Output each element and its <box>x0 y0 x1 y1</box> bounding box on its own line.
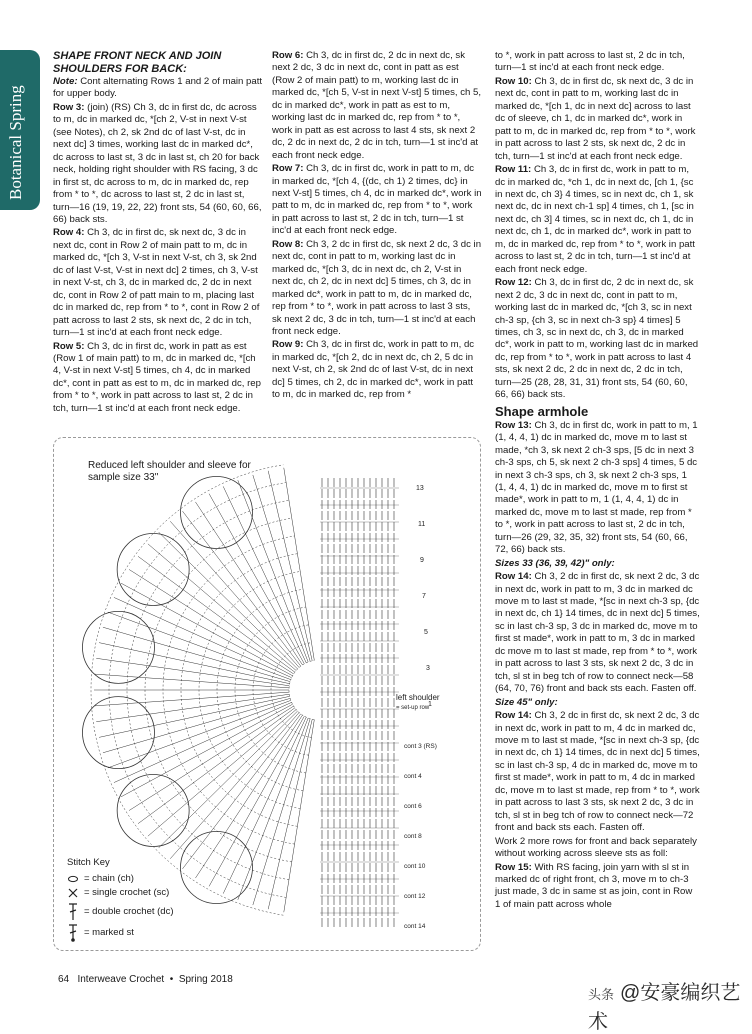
chain-icon <box>67 874 79 884</box>
shell-motif <box>181 832 253 904</box>
row-7: Row 7: Ch 3, dc in first dc, work in patt to m, dc in marked dc, *[ch 4, {(dc, ch 1) 2 times, dc} in next V-st] 5 times, ch 4, dc in marked dc*, work in patt to m, dc in marked dc, rep from * to *, work in patt across to last st, 2 dc in tch, turn—1 st inc'd at each front neck edge. <box>272 163 482 237</box>
row-label: 5 <box>424 629 428 636</box>
row-15: Row 15: With RS facing, join yarn with sl st in marked dc of right front, ch 3, move m to ch-3 just made, 3 dc in same st as join, cont in Row 1 of main patt across whole <box>495 861 693 910</box>
shell-motif <box>181 476 253 548</box>
row-10: Row 10: Ch 3, dc in first dc, sk next dc, 3 dc in next dc, cont in patt to m, working last dc in marked dc, *[ch 1, dc in next dc] across to last dc of sleeve, ch 1, dc in marked dc*, work in patt to m, dc in marked dc, rep from * to *, work in patt across to last 2 sts, sk next dc, 2 dc in tch, turn—1 st inc'd at each front neck edge. <box>495 75 696 162</box>
row-14-a: Row 14: Ch 3, 2 dc in first dc, sk next 2 dc, 3 dc in next dc, work in patt to m, 3 dc in marked dc move m to last st made, *[sc in next ch-3 sp, {dc in next dc, ch 1} 14 times, dc in next dc] 5 times, sc in last ch-3 sp, 3 dc in marked dc, move m to first st made*, work in patt to m, 3 dc in marked dc move m to last st made, rep from * to *, work in patt across to last 3 sts, sk next 2 dc, 3 dc in tch, sl st in beg tch of row to connect neck—58 (64, 70, 76) front and back sts each. Fasten off. <box>495 571 700 695</box>
sleeve-arc <box>289 660 314 719</box>
row-label: 1 <box>428 701 432 708</box>
key-chain: = chain (ch) <box>67 872 174 886</box>
row-label: 7 <box>422 593 426 600</box>
magazine-name: Interweave Crochet <box>77 974 165 985</box>
row-6: Row 6: Ch 3, dc in first dc, 2 dc in next dc, sk next 2 dc, 3 dc in next dc, cont in patt as est (Row 2 of main patt) to m, working last dc in marked dc, *[ch 5, V-st in next V-st] 5 times, ch 5, dc in marked dc*, work in patt as est to m, working last dc in marked dc, rep from * to *, work in patt as est across to last 4 sts, sk next 2 dc, 2 dc in next dc, 2 dc in tch, turn—1 st inc'd at each front neck edge. <box>272 50 482 161</box>
sleeve-spoke <box>108 612 291 679</box>
row-8: Row 8: Ch 3, 2 dc in first dc, sk next 2 dc, 3 dc in next dc, cont in patt to m, working last dc in marked dc, *[ch 3, dc in next dc, ch 2, V-st in next dc, ch 2, dc in next dc] 5 times, ch 3, dc in marked dc*, work in patt to m, dc in marked dc, rep from * to *, work in patt across to last 3 sts, sk next 2 dc, 3 dc in tch, turn—1 st inc'd at each front neck edge. <box>272 238 482 337</box>
row-12: Row 12: Ch 3, dc in first dc, 2 dc in next dc, sk next 2 dc, 3 dc in next dc, cont in patt to m, working last dc in marked dc, *[ch 3, sc in next ch-3 sp, {ch 3, sc in next ch-3 sp} 4 times] 5 times, ch 3, sc in next dc, ch 3, dc in marked dc*, work in patt to m, working last dc in marked dc, rep from * to *, work in patt across to last 4 sts, sk next 2 dc, 2 dc in next dc, 2 dc in tch, turn—25 (28, 28, 31, 31) front sts, 54 (60, 60, 66, 66) back sts. <box>495 277 699 401</box>
issue-name: Spring 2018 <box>178 974 233 985</box>
watermark-name: @安豪编织艺术 <box>588 982 741 1033</box>
sleeve-spoke <box>238 480 308 662</box>
cont-label: cont 14 <box>404 923 426 930</box>
row-label: 11 <box>418 521 426 528</box>
row-11: Row 11: Ch 3, dc in first dc, work in patt to m, dc in marked dc, *ch 1, dc in next dc, [ch 1, {sc in next dc, ch 3} 4 times, sc in next dc, ch 1, sk next dc, dc in next ch-1 sp] 4 times, ch 1, [sc in next dc, ch 3] 4 times, sc in next dc, ch 1, dc in next dc, ch 1, dc in marked dc*, work in patt to m, dc in marked dc, rep from * to *, work in patt across to last st, 2 dc in tch, turn—1 st inc'd at each front neck edge. <box>495 164 695 275</box>
sleeve-spoke <box>114 702 292 782</box>
watermark <box>588 976 752 1034</box>
row-14-b: Row 14: Ch 3, 2 dc in first dc, sk next 2 dc, 3 dc in next dc, work in patt to m, 4 dc in marked dc, move m to last st made, *[sc in next ch-3 sp, {dc in next dc, ch 1} 14 times, dc in next dc] 5 times, sc in last ch-3 sp, 4 dc in marked dc, move m to first st made*, work in patt to m, 4 dc in marked dc, move m to last st made, rep from * to *, work in patt across to last 3 sts, sk next 2 dc, 3 dc in tch, sl st in beg tch of row to connect neck—72 front and back sts each. Fasten off. <box>495 710 700 834</box>
sleeve-spoke <box>103 698 290 752</box>
single-crochet-icon <box>67 888 79 898</box>
row-label: 13 <box>416 485 424 492</box>
key-double-crochet: = double crochet (dc) <box>67 903 174 921</box>
stitch-key-title: Stitch Key <box>67 857 110 868</box>
chart-title: Reduced left shoulder and sleeve for sample size 33" <box>88 460 251 483</box>
key-single-crochet: = single crochet (sc) <box>67 886 174 900</box>
footer-bullet: • <box>169 974 174 985</box>
stitch-key <box>67 856 174 942</box>
cont-label: cont 8 <box>404 833 422 840</box>
double-crochet-icon <box>67 903 79 921</box>
cont-label: cont 6 <box>404 803 422 810</box>
sleeve-spoke <box>129 706 294 810</box>
sleeve-spoke <box>95 692 290 706</box>
shell-motif <box>117 774 189 846</box>
row-labels <box>396 485 440 930</box>
row-9-continued: to *, work in patt across to last st, 2 dc in tch, turn—1 st inc'd at each front neck edge. <box>495 50 685 74</box>
row-9: Row 9: Ch 3, dc in first dc, work in patt to m, dc in marked dc, *[ch 2, dc in next dc, ch 2, 5 dc in next V-st, ch 2, sk 2nd dc of last V-st, dc in next dc] 5 times, ch 2, dc in marked dc*, work in patt to m, dc in marked dc, rep from * <box>272 339 475 401</box>
sleeve-spoke <box>129 569 294 673</box>
shape-armhole-heading: Shape armhole <box>495 403 589 419</box>
row-4: Row 4: Ch 3, dc in first dc, sk next dc, 3 dc in next dc, cont in Row 2 of main patt to m, dc in marked dc, *[ch 3, V-st in next V-st, ch 3, sk 2nd dc of last V-st, V-st in next dc] 2 times, ch 3, V-st in next V-st, ch 3, dc in marked dc, 2 dc in next dc, cont in Row 2 of patt main to m, placing last dc in marked dc, rep from * to *, cont in Row 2 of patt across to last 2 sts, sk next dc, 2 dc in tch, turn—1 st inc'd at each front neck edge. <box>53 227 260 339</box>
sleeve-spoke <box>96 658 289 685</box>
shell-motif <box>117 534 189 606</box>
row-3: Row 3: (join) (RS) Ch 3, dc in first dc, dc across to m, dc in marked dc, *[ch 2, V-st in next V-st (see Notes), ch 2, sk 2nd dc of last V-st, dc in next dc] 3 times, working last dc in marked dc*, dc across to last st, 3 dc in last st, ch 20 for back neck, holding right shoulder with RS facing, 3 dc in first st, dc across to m, dc in marked dc, rep from * to *, dc across to last st, 2 dc in last st, turn—16 (19, 19, 22, 22) front sts, 54 (60, 60, 66, 66) back sts. <box>53 101 262 225</box>
row-label: 9 <box>420 557 424 564</box>
sleeve-spoke <box>238 718 308 900</box>
sleeve-spoke <box>95 674 290 688</box>
cont-label: cont 4 <box>404 773 422 780</box>
column-middle <box>272 50 482 403</box>
sizes-heading-b: Size 45" only: <box>495 696 558 708</box>
row-5: Row 5: Ch 3, dc in first dc, work in patt as est (Row 1 of main patt) to m, dc in marked dc, *[ch 4, V-st in next V-st] 5 times, ch 4, dc in marked dc*, cont in patt as est to m, dc in marked dc, rep from * to *, work in patt across to last st, 2 dc in tch, turn—1 st inc'd at each front neck edge. <box>53 340 261 414</box>
set-up-row-label: = set-up row <box>396 705 430 711</box>
section-tab <box>0 50 40 210</box>
marked-stitch-icon <box>67 924 79 942</box>
sleeve-spoke <box>96 694 289 721</box>
crochet-chart <box>53 437 481 951</box>
column-right <box>495 50 700 912</box>
shell-motif <box>82 697 154 769</box>
note-paragraph: Note: Cont alternating Rows 1 and 2 of main patt for upper body. <box>53 76 263 100</box>
sleeve-spoke <box>108 700 291 767</box>
cont-label: cont 12 <box>404 893 426 900</box>
sleeve-spoke <box>99 696 290 737</box>
row-13: Row 13: Ch 3, dc in first dc, work in patt to m, 1 (1, 4, 4, 1) dc in marked dc, move m to last st made, *ch 3, sk next 2 ch-3 sps, [5 dc in next 3 ch-3 sps, ch 5, sk next 2 ch-3 sps] 4 times, 5 dc in next 3 ch-3 sps, ch 3, sk next 2 ch-3 sps, 1 (1, 4, 4, 1) dc in marked dc, move m to first st made*, work in patt to m, 1 (1, 4, 4, 1) dc in marked dc, move m to last st made, rep from * to *, work in patt across to last st, 2 dc in tch, turn—26 (29, 32, 35, 32) front sts, 54 (60, 66, 72, 66) back sts. <box>495 419 698 556</box>
row-label: 3 <box>426 665 430 672</box>
page-footer <box>58 974 233 985</box>
watermark-prefix: 头条 <box>588 987 615 1002</box>
cont-label: cont 10 <box>404 863 426 870</box>
page-number: 64 <box>58 974 70 985</box>
section-heading: SHAPE FRONT NECK AND JOIN SHOULDERS FOR BACK: <box>53 50 222 75</box>
body-stitch-grid <box>320 478 399 928</box>
left-shoulder-label: left shoulder <box>396 693 440 702</box>
sleeve-spoke <box>99 643 290 684</box>
sleeve-spoke <box>114 597 292 677</box>
sizes-heading-a: Sizes 33 (36, 39, 42)" only: <box>495 557 615 569</box>
sleeve-spoke <box>103 627 290 681</box>
work-2-paragraph: Work 2 more rows for front and back separately without working across sleeve sts as foll: <box>495 835 697 860</box>
cont-label: cont 3 (RS) <box>404 743 437 750</box>
sleeve-fan-motifs <box>82 465 314 915</box>
shell-motif <box>82 611 154 683</box>
key-marked-stitch: = marked st <box>67 924 174 942</box>
section-tab-label: Botanical Spring <box>6 85 25 200</box>
column-left <box>53 50 263 416</box>
